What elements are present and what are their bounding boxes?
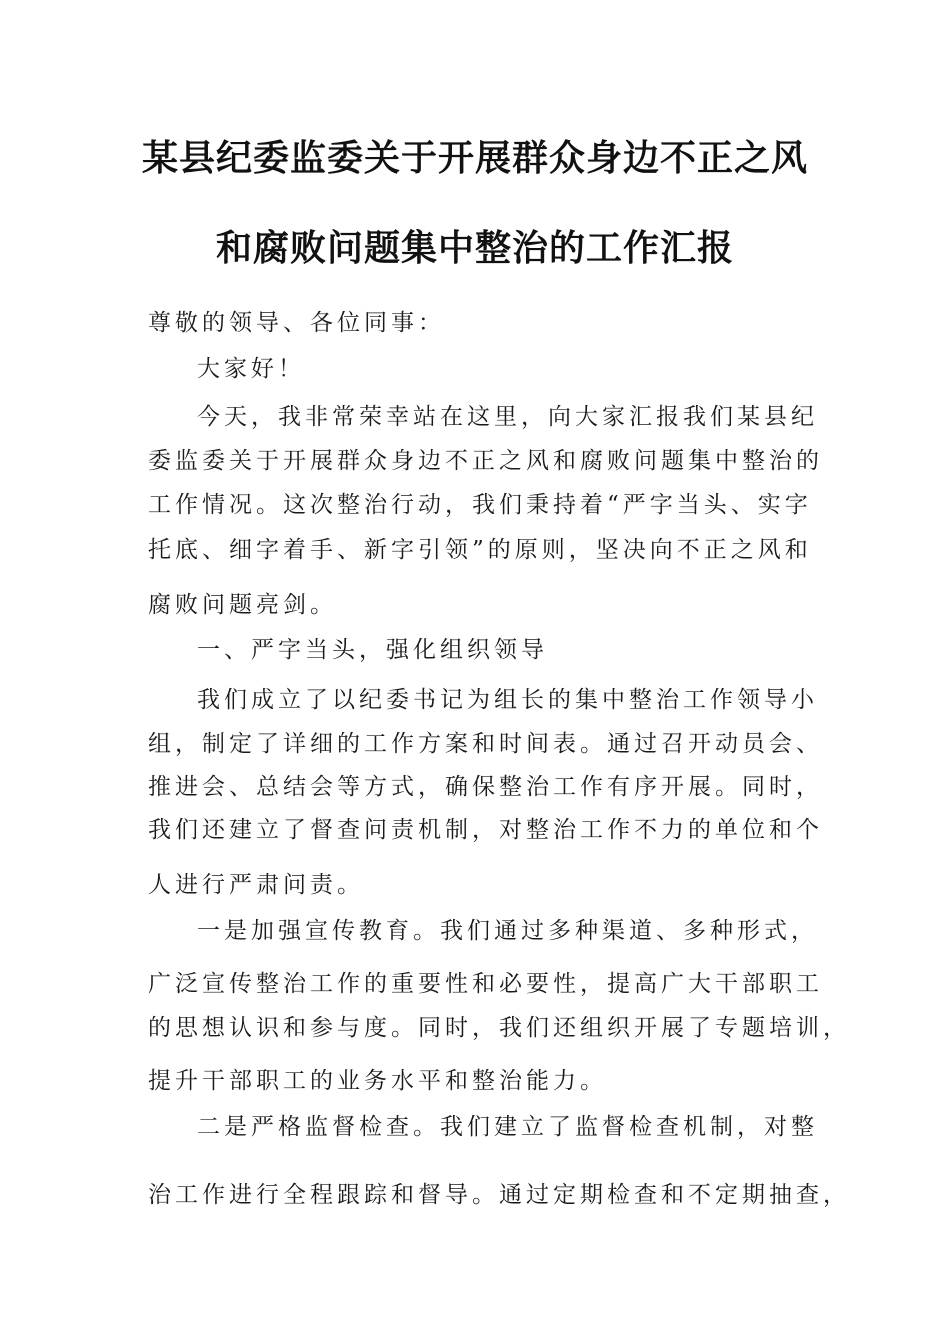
body-line: 二是严格监督检查。我们建立了监督检查机制，对整 [197,1114,818,1140]
body-line: 组，制定了详细的工作方案和时间表。通过召开动员会、 [148,731,823,757]
body-line: 腐败问题亮剑。 [148,592,337,618]
greeting: 大家好！ [197,356,305,382]
salutation: 尊敬的领导、各位同事： [148,310,445,336]
body-line: 委监委关于开展群众身边不正之风和腐败问题集中整治的 [148,448,823,474]
document-title-line-1: 某县纪委监委关于开展群众身边不正之风 [141,138,808,179]
body-line: 的思想认识和参与度。同时，我们还组织开展了专题培训， [148,1015,850,1041]
body-line: 今天，我非常荣幸站在这里，向大家汇报我们某县纪 [197,404,818,430]
section-heading: 一、严字当头，强化组织领导 [197,637,548,663]
body-line: 广泛宣传整治工作的重要性和必要性，提高广大干部职工 [148,971,823,997]
body-line: 治工作进行全程跟踪和督导。通过定期检查和不定期抽查， [148,1182,850,1208]
body-line: 推进会、总结会等方式，确保整治工作有序开展。同时， [148,774,823,800]
document-title-line-2: 和腐败问题集中整治的工作汇报 [215,228,734,269]
body-line: 我们还建立了督查问责机制，对整治工作不力的单位和个 [148,817,823,843]
body-line: 工作情况。这次整治行动，我们秉持着“严字当头、实字 [148,492,812,518]
body-line: 我们成立了以纪委书记为组长的集中整治工作领导小 [197,687,818,713]
body-line: 提升干部职工的业务水平和整治能力。 [148,1068,607,1094]
body-line: 人进行严肃问责。 [148,872,364,898]
body-line: 托底、细字着手、新字引领”的原则，坚决向不正之风和 [148,537,812,563]
body-line: 一是加强宣传教育。我们通过多种渠道、多种形式， [197,918,818,944]
